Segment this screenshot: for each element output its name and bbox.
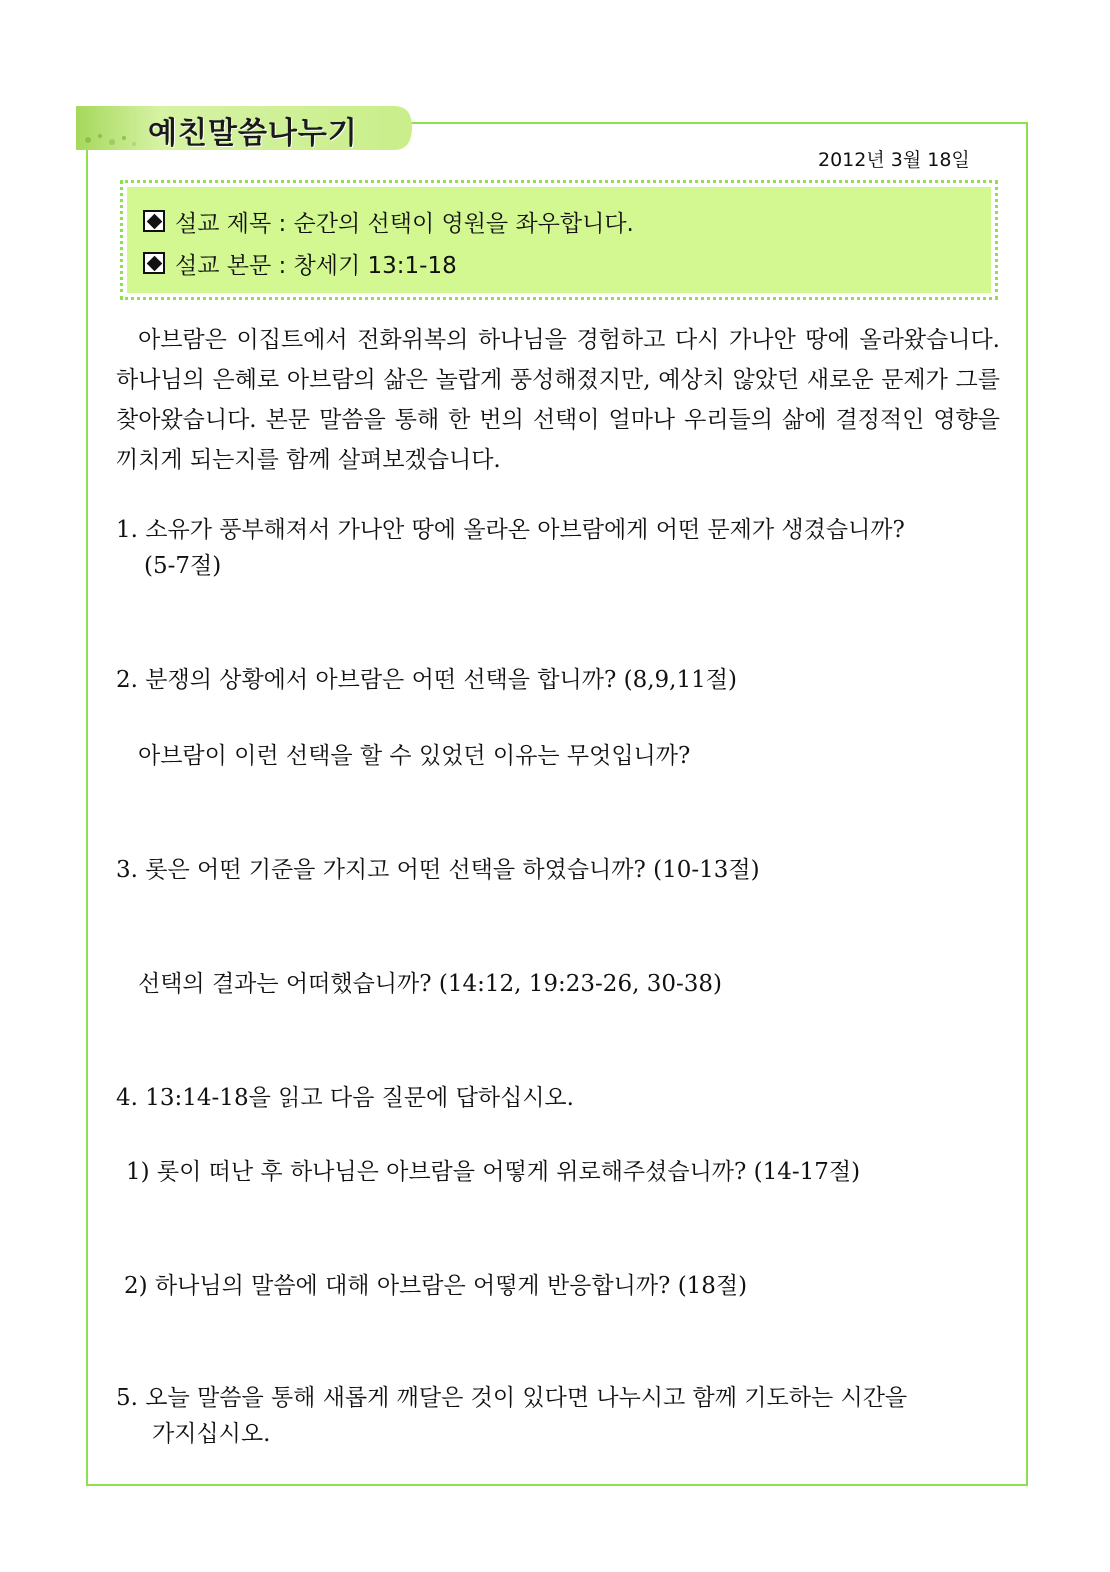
question-5-text: 5. 오늘 말씀을 통해 새롭게 깨달은 것이 있다면 나누시고 함께 기도하는 시간을 (116, 1385, 908, 1411)
question-2-text: 2. 분쟁의 상황에서 아브람은 어떤 선택을 합니까? (8,9,11절) (116, 667, 737, 693)
question-2 (116, 662, 737, 698)
diamond-bullet-icon (143, 252, 165, 274)
question-2-sub (138, 738, 690, 774)
intro-text: 아브람은 이집트에서 전화위복의 하나님을 경험하고 다시 가나안 땅에 올라왔습니다. 하나님의 은혜로 아브람의 삶은 놀랍게 풍성해졌지만, 예상치 않았던 새로운 문제가 그를 찾아왔습니다. 본문 말씀을 통해 한 번의 선택이 얼마나 우리들의 삶에 결정적인 영향을 끼치게 되는지를 함께 살펴보겠습니다. (116, 327, 1000, 473)
question-4-sub-2 (124, 1268, 747, 1304)
sermon-info-box (120, 180, 998, 300)
sermon-text-row (143, 242, 991, 284)
sermon-title-row (143, 200, 991, 242)
sermon-scripture: 설교 본문 : 창세기 13:1-18 (175, 252, 457, 279)
question-1 (116, 512, 905, 584)
question-4-sub-2-text: 2) 하나님의 말씀에 대해 아브람은 어떻게 반응합니까? (18절) (124, 1273, 748, 1299)
question-3-sub-text: 선택의 결과는 어떠했습니까? (14:12, 19:23-26, 30-38) (138, 971, 722, 997)
question-3-text: 3. 롯은 어떤 기준을 가지고 어떤 선택을 하였습니까? (10-13절) (116, 857, 760, 883)
question-4-text: 4. 13:14-18을 읽고 다음 질문에 답하십시오. (116, 1085, 574, 1111)
question-3-sub (138, 966, 722, 1002)
question-4-sub-1 (126, 1154, 860, 1190)
diamond-bullet-icon (143, 210, 165, 232)
sermon-title: 설교 제목 : 순간의 선택이 영원을 좌우합니다. (175, 210, 634, 237)
question-1-ref: (5-7절) (144, 553, 222, 579)
page-title: 예친말씀나누기 (148, 116, 358, 151)
question-5-cont: 가지십시오. (152, 1421, 271, 1447)
intro-paragraph (116, 320, 1000, 480)
question-5 (116, 1380, 907, 1452)
question-4-sub-1-text: 1) 롯이 떠난 후 하나님은 아브람을 어떻게 위로해주셨습니까? (14-17절) (126, 1159, 861, 1185)
question-4 (116, 1080, 574, 1116)
question-2-sub-text: 아브람이 이런 선택을 할 수 있었던 이유는 무엇입니까? (138, 743, 691, 769)
sermon-info-inner (127, 187, 991, 293)
question-1-text: 1. 소유가 풍부해져서 가나안 땅에 올라온 아브람에게 어떤 문제가 생겼습니까? (116, 517, 905, 543)
date-label: 2012년 3월 18일 (818, 149, 970, 171)
title-banner (76, 100, 414, 154)
question-3 (116, 852, 760, 888)
